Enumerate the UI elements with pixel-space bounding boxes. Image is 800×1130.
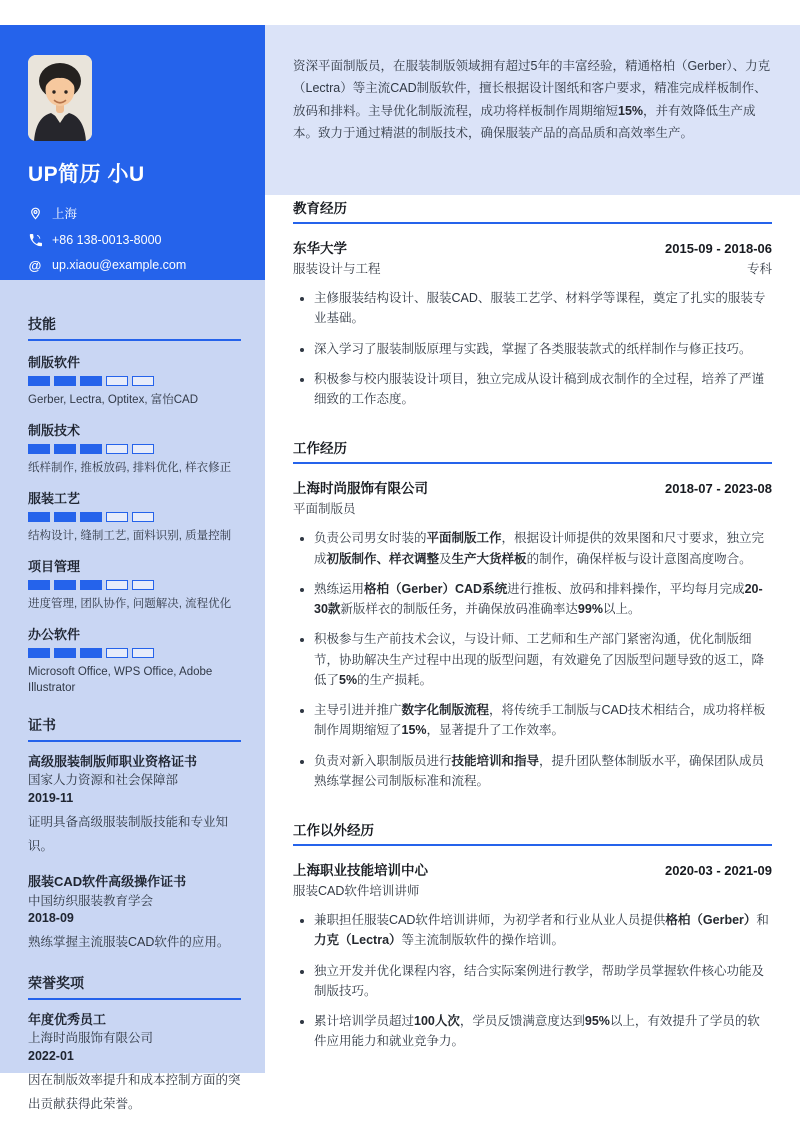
- work-experience-section: [293, 437, 772, 791]
- certificate-issuer: 国家人力资源和社会保障部: [28, 773, 179, 788]
- location-text: 上海: [52, 207, 78, 221]
- certificate-description: 证明具备高级服装制版技能和专业知识。: [28, 814, 229, 853]
- contact-location: [28, 204, 237, 222]
- work-bullet: • 负责对新入职制版员进行技能培训和指导，提升团队整体制版水平，确保团队成员熟练掌握公司制版标准和流程。: [314, 751, 772, 792]
- education-entry-header: [293, 237, 772, 257]
- skill-level-bar: [28, 648, 241, 658]
- profile-photo: [28, 55, 92, 141]
- extra-dates: 2020-03 - 2021-09: [665, 863, 772, 878]
- contact-email: [28, 258, 237, 272]
- extra-bullet: • 累计培训学员超过100人次，学员反馈满意度达到95%以上，有效提升了学员的软件应用能力和就业竞争力。: [314, 1011, 772, 1052]
- profile-card: [0, 25, 265, 280]
- extra-heading: 工作以外经历: [293, 819, 772, 846]
- certificate-date: 2018-09: [28, 911, 74, 926]
- work-dates: 2018-07 - 2023-08: [665, 481, 772, 497]
- organization-name: 上海职业技能培训中心: [293, 863, 428, 878]
- skill-item: [28, 556, 241, 612]
- work-bullet: • 负责公司男女时装的平面制版工作，根据设计师提供的效果图和尺寸要求，独立完成初版制作、样衣调整及生产大货样板的制作，确保样板与设计意图高度吻合。: [314, 528, 772, 569]
- extra-bullet: • 独立开发并优化课程内容，结合实际案例进行教学，帮助学员掌握软件核心功能及制版技巧。: [314, 961, 772, 1002]
- education-entry-subline: [293, 259, 772, 277]
- work-entry-subline: [293, 499, 772, 517]
- extra-entry-header: [293, 859, 772, 879]
- extra-bullet: • 兼职担任服装CAD软件培训讲师，为初学者和行业从业人员提供格柏（Gerber）和力克（Lectra）等主流制版软件的操作培训。: [314, 910, 772, 951]
- certificate-date: 2019-11: [28, 790, 74, 805]
- skill-keywords: Microsoft Office, WPS Office, Adobe Illustrator: [28, 666, 213, 695]
- company-name: 上海时尚服饰有限公司: [293, 481, 428, 497]
- work-heading: 工作经历: [293, 437, 772, 464]
- skill-item: [28, 352, 241, 408]
- work-bullet: • 熟练运用格柏（Gerber）CAD系统进行推板、放码和排料操作，平均每月完成20-30款新版样衣的制版任务，并确保放码准确率达99%以上。: [314, 579, 772, 620]
- honor-issuer: 上海时尚服饰有限公司: [28, 1031, 154, 1046]
- honor-date: 2022-01: [28, 1048, 74, 1063]
- skill-keywords: Gerber, Lectra, Optitex, 富怡CAD: [28, 394, 199, 406]
- certificate-item: [28, 753, 241, 859]
- skill-name: 服装工艺: [28, 491, 81, 507]
- skill-name: 项目管理: [28, 559, 81, 575]
- skill-item: [28, 420, 241, 476]
- education-bullet-list: [293, 288, 772, 409]
- major-name: 服装设计与工程: [293, 262, 381, 276]
- skill-name: 制版技术: [28, 423, 81, 439]
- work-bullet: • 主导引进并推广数字化制版流程，将传统手工制版与CAD技术相结合，成功将样板制作周期缩短了15%，显著提升了工作效率。: [314, 700, 772, 741]
- certificate-name: 服装CAD软件高级操作证书: [28, 874, 187, 890]
- certificates-section: [28, 715, 241, 955]
- certificate-issuer: 中国纺织服装教育学会: [28, 893, 154, 908]
- certificates-heading: 证书: [28, 715, 241, 742]
- skill-name: 制版软件: [28, 355, 81, 370]
- phone-icon: [28, 233, 42, 247]
- sidebar: [0, 280, 265, 1112]
- summary-text: 资深平面制版员，在服装制版领域拥有超过5年的丰富经验，精通格柏（Gerber）、力克（Lectra）等主流CAD制版软件，擅长根据设计图纸和客户要求，精准完成样板制作、放码和排料。主导优化制版流程，成功将样板制作周期缩短15%，并有效降低生产成本。致力于通过精湛的制版技术，确保服装产品的高品质和高效率生产。: [293, 59, 771, 140]
- certificate-name: 高级服装制版师职业资格证书: [28, 753, 198, 769]
- skill-item: [28, 488, 241, 544]
- skills-section: [28, 314, 241, 697]
- work-entry-header: [293, 477, 772, 497]
- education-dates: 2015-09 - 2018-06: [665, 241, 772, 256]
- extra-experience-section: [293, 819, 772, 1052]
- at-sign-icon: @: [28, 257, 42, 273]
- honor-description: 因在制版效率提升和成本控制方面的突出贡献获得此荣誉。: [28, 1072, 241, 1112]
- education-heading: 教育经历: [293, 197, 772, 224]
- skill-name: 办公软件: [28, 627, 81, 643]
- honors-heading: 荣誉奖项: [28, 973, 241, 1000]
- skill-item: [28, 624, 241, 696]
- email-text: up.xiaou@example.com: [52, 258, 187, 272]
- honor-item: [28, 1011, 241, 1117]
- education-section: [293, 197, 772, 409]
- skill-level-bar: [28, 444, 241, 454]
- education-bullet: • 主修服装结构设计、服装CAD、服装工艺学、材料学等课程，奠定了扎实的服装专业基础。: [314, 288, 772, 329]
- skill-level-bar: [28, 376, 241, 386]
- extra-role: 服装CAD软件培训讲师: [293, 884, 420, 898]
- education-bullet: • 深入学习了服装制版原理与实践，掌握了各类服装款式的纸样制作与修正技巧。: [314, 339, 772, 359]
- phone-text: +86 138-0013-8000: [52, 233, 162, 247]
- certificate-description: 熟练掌握主流服装CAD软件的应用。: [28, 935, 230, 950]
- honors-section: [28, 973, 241, 1117]
- skills-heading: 技能: [28, 314, 241, 341]
- certificate-item: [28, 873, 241, 954]
- main-column: [265, 25, 800, 1062]
- skill-keywords: 进度管理, 团队协作, 问题解决, 流程优化: [28, 598, 232, 611]
- contact-phone: [28, 233, 237, 247]
- work-bullet: • 积极参与生产前技术会议，与设计师、工艺师和生产部门紧密沟通，优化制版细节，协助解决生产过程中出现的版型问题，有效避免了因版型问题导致的返工，降低了5%的生产损耗。: [314, 629, 772, 690]
- job-title: 平面制版员: [293, 502, 356, 517]
- skill-level-bar: [28, 580, 241, 590]
- skill-level-bar: [28, 512, 241, 522]
- degree-name: 专科: [746, 262, 772, 276]
- skill-keywords: 结构设计, 缝制工艺, 面料识别, 质量控制: [28, 530, 232, 543]
- education-bullet: • 积极参与校内服装设计项目，独立完成从设计稿到成衣制作的全过程，培养了严谨细致的工作态度。: [314, 369, 772, 410]
- work-bullet-list: [293, 528, 772, 791]
- extra-bullet-list: [293, 910, 772, 1052]
- school-name: 东华大学: [293, 241, 347, 256]
- skill-keywords: 纸样制作, 推板放码, 排料优化, 样衣修正: [28, 462, 232, 475]
- profile-name: UP简历 小U: [28, 163, 145, 186]
- extra-entry-subline: [293, 881, 772, 899]
- honor-name: 年度优秀员工: [28, 1011, 107, 1027]
- location-pin-icon: [28, 206, 42, 220]
